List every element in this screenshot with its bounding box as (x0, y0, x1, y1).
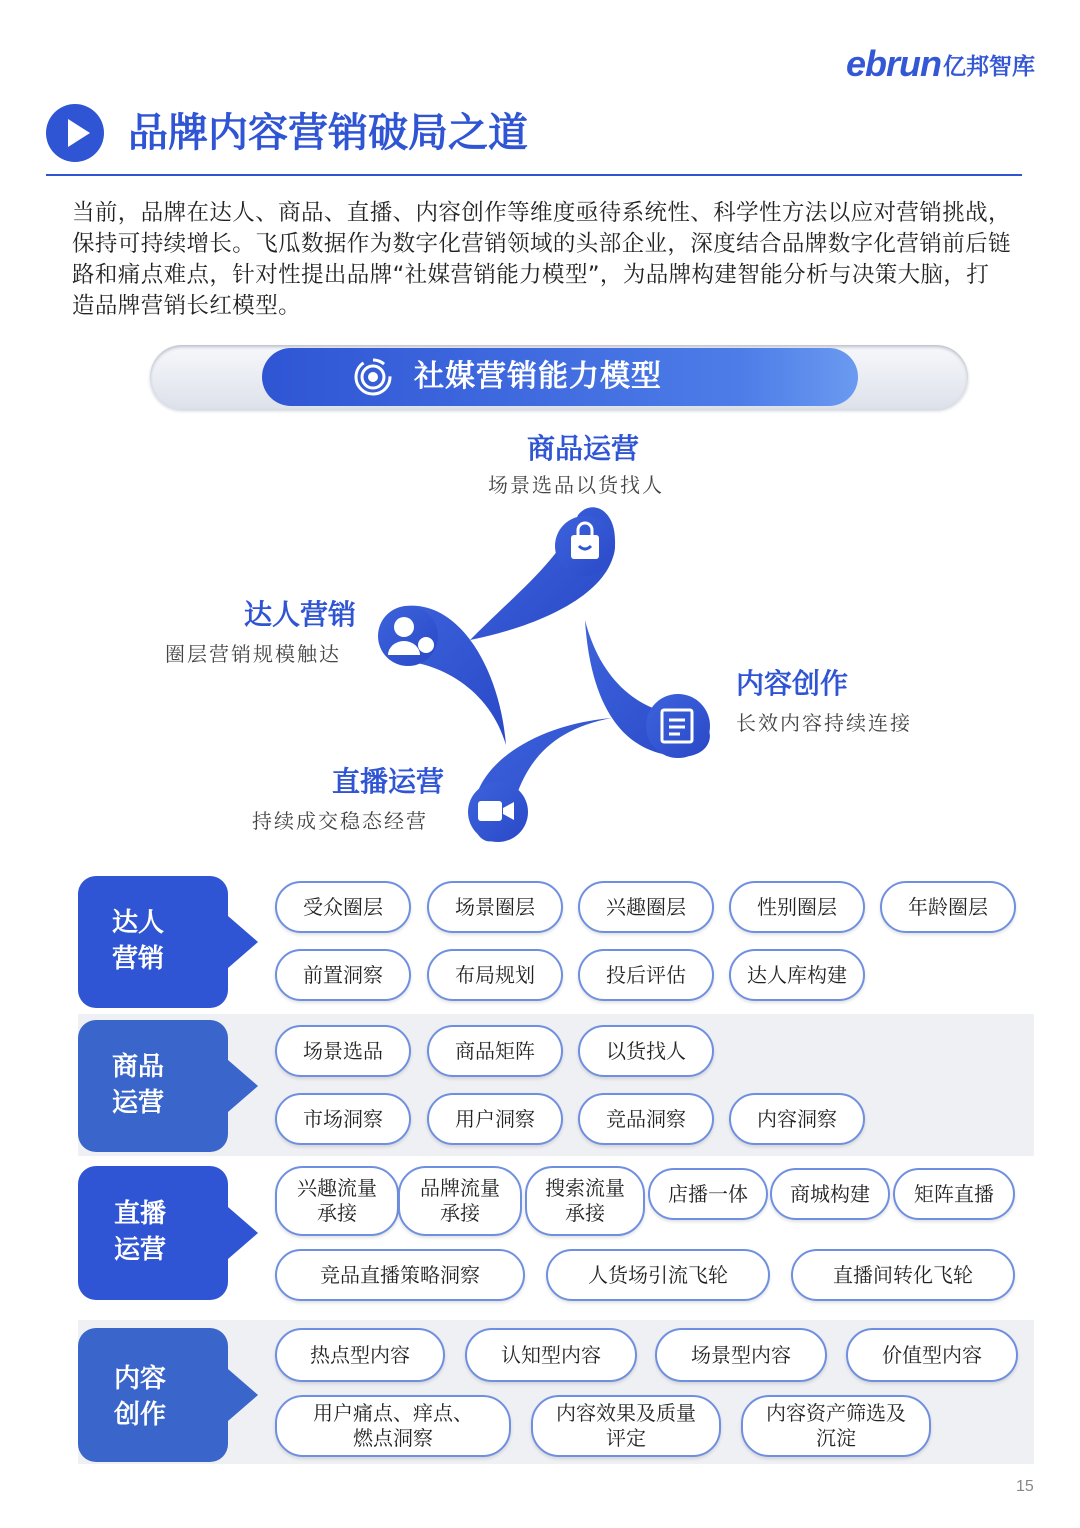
tag-pill: 直播间转化飞轮 (791, 1249, 1015, 1301)
tag-pill: 兴趣流量 承接 (275, 1166, 399, 1236)
row-label-line: 直播 (114, 1199, 167, 1229)
arrow-icon (228, 916, 258, 968)
tag-pill: 场景型内容 (655, 1328, 827, 1382)
row-label-line: 运营 (114, 1235, 167, 1265)
tag-pill: 用户痛点、痒点、 燃点洞察 (275, 1395, 511, 1457)
tag-pill: 品牌流量 承接 (398, 1166, 522, 1236)
model-title: 社媒营销能力模型 (414, 359, 662, 394)
arrow-icon (228, 1369, 258, 1421)
influencer-title: 达人营销 (244, 598, 357, 631)
tag-pill: 达人库构建 (729, 949, 865, 1001)
title-divider (46, 174, 1022, 176)
tag-pill: 竞品直播策略洞察 (275, 1249, 525, 1301)
tag-pill: 布局规划 (427, 949, 563, 1001)
live-subtitle: 持续成交稳态经营 (252, 809, 428, 833)
page-number: 15 (1016, 1478, 1034, 1495)
live-title: 直播运营 (332, 765, 445, 798)
tag-pill: 内容资产筛选及 沉淀 (741, 1395, 931, 1457)
row-label-line: 达人 (112, 908, 165, 938)
quadrant-diagram (0, 420, 1080, 860)
row-label-live (78, 1166, 228, 1300)
tag-pill: 竞品洞察 (578, 1093, 714, 1145)
orbit-icon (352, 356, 394, 398)
tag-pill: 年龄圈层 (880, 881, 1016, 933)
tag-pill: 搜索流量 承接 (525, 1166, 645, 1236)
tag-pill: 以货找人 (578, 1025, 714, 1077)
ebrun-logo (846, 44, 1035, 84)
tag-pill: 商品矩阵 (427, 1025, 563, 1077)
page-title: 品牌内容营销破局之道 (128, 110, 528, 156)
tag-pill: 兴趣圈层 (578, 881, 714, 933)
tag-pill: 店播一体 (648, 1168, 768, 1220)
tag-pill: 内容效果及质量 评定 (531, 1395, 721, 1457)
tag-pill: 商城构建 (770, 1168, 890, 1220)
product-subtitle: 场景选品以货找人 (488, 473, 664, 497)
logo-cn: 亿邦智库 (943, 54, 1036, 80)
row-label-content (78, 1328, 228, 1462)
tag-pill: 用户洞察 (427, 1093, 563, 1145)
play-icon (46, 104, 104, 162)
tag-pill: 人货场引流飞轮 (546, 1249, 770, 1301)
intro-paragraph: 当前，品牌在达人、商品、直播、内容创作等维度亟待系统性、科学性方法以应对营销挑战，保持可持续增长。飞瓜数据作为数字化营销领域的头部企业，深度结合品牌数字化营销前后链路和痛点难点，针对性提出品牌“社媒营销能力模型”，为品牌构建智能分析与决策大脑，打造品牌营销长红模型。 (72, 200, 1011, 319)
tag-pill: 投后评估 (578, 949, 714, 1001)
tag-pill: 矩阵直播 (893, 1168, 1015, 1220)
logo-latin: ebrun (846, 43, 942, 84)
product-title: 商品运营 (527, 432, 640, 465)
tag-pill: 场景选品 (275, 1025, 411, 1077)
tag-pill: 性别圈层 (729, 881, 865, 933)
tag-pill: 市场洞察 (275, 1093, 411, 1145)
tag-pill: 热点型内容 (275, 1328, 445, 1382)
row-label-line: 内容 (114, 1364, 167, 1394)
content-subtitle: 长效内容持续连接 (736, 711, 912, 735)
row-label-product (78, 1020, 228, 1152)
tag-pill: 内容洞察 (729, 1093, 865, 1145)
tag-pill: 前置洞察 (275, 949, 411, 1001)
arrow-icon (228, 1207, 258, 1259)
row-label-line: 商品 (112, 1052, 165, 1082)
row-label-influencer (78, 876, 228, 1008)
arrow-icon (228, 1060, 258, 1112)
tag-pill: 认知型内容 (465, 1328, 637, 1382)
tag-pill: 价值型内容 (846, 1328, 1018, 1382)
content-title: 内容创作 (736, 667, 849, 700)
influencer-subtitle: 圈层营销规模触达 (165, 642, 341, 666)
tag-pill: 受众圈层 (275, 881, 411, 933)
row-label-line: 营销 (112, 944, 165, 974)
row-label-line: 创作 (114, 1400, 167, 1430)
tag-pill: 场景圈层 (427, 881, 563, 933)
row-label-line: 运营 (112, 1088, 165, 1118)
